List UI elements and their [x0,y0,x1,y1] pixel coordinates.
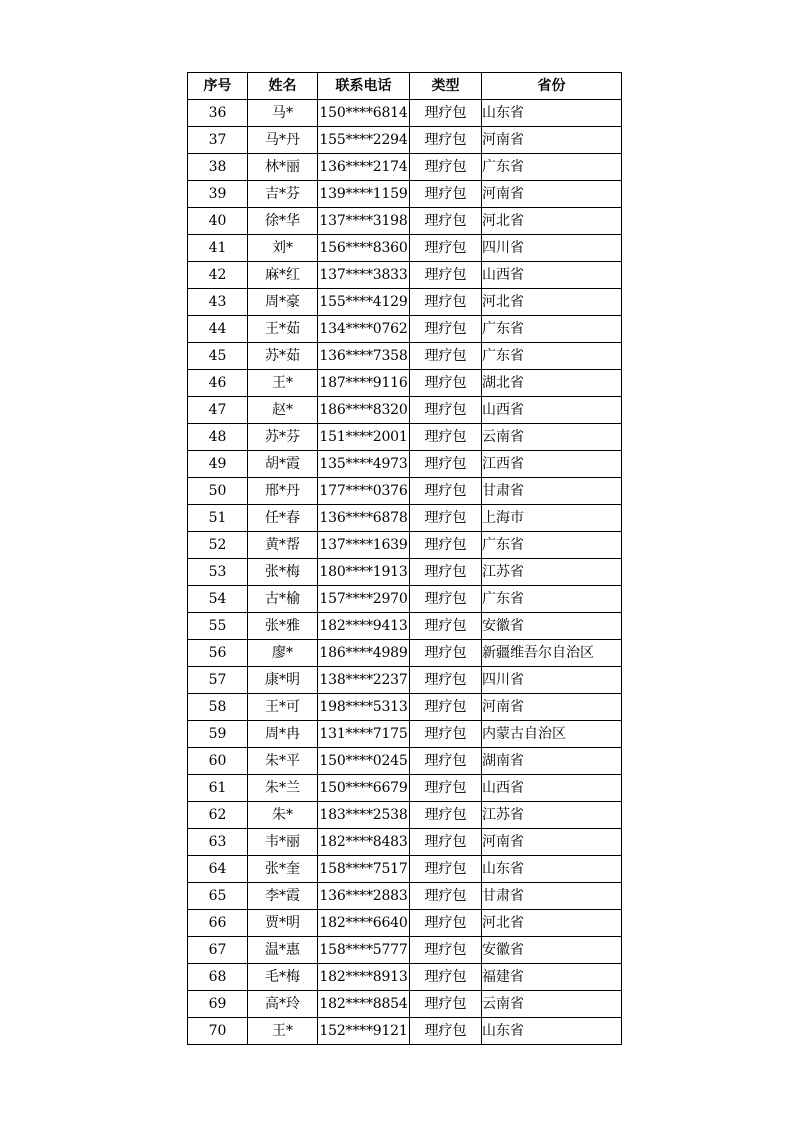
cell-name: 张*梅 [248,559,318,586]
cell-name: 康*明 [248,667,318,694]
table-row [188,478,622,505]
table-row [188,262,622,289]
header-phone: 联系电话 [318,73,410,100]
cell-seq: 62 [188,802,248,829]
header-type: 类型 [410,73,482,100]
cell-type: 理疗包 [410,451,482,478]
cell-name: 王* [248,1018,318,1045]
cell-type: 理疗包 [410,991,482,1018]
table-row [188,991,622,1018]
cell-name: 王*茹 [248,316,318,343]
cell-type: 理疗包 [410,964,482,991]
cell-province: 云南省 [482,991,622,1018]
cell-type: 理疗包 [410,829,482,856]
cell-province: 云南省 [482,424,622,451]
cell-name: 麻*红 [248,262,318,289]
cell-phone: 177****0376 [318,478,410,505]
table-row [188,127,622,154]
cell-type: 理疗包 [410,937,482,964]
cell-province: 山西省 [482,397,622,424]
cell-name: 廖* [248,640,318,667]
cell-seq: 42 [188,262,248,289]
cell-phone: 136****2174 [318,154,410,181]
header-seq: 序号 [188,73,248,100]
cell-seq: 45 [188,343,248,370]
cell-province: 河南省 [482,181,622,208]
cell-phone: 186****4989 [318,640,410,667]
cell-province: 新疆维吾尔自治区 [482,640,622,667]
cell-seq: 38 [188,154,248,181]
cell-seq: 37 [188,127,248,154]
cell-province: 山东省 [482,100,622,127]
table-row [188,586,622,613]
header-name: 姓名 [248,73,318,100]
cell-seq: 44 [188,316,248,343]
table-row [188,640,622,667]
cell-type: 理疗包 [410,640,482,667]
cell-name: 朱*兰 [248,775,318,802]
cell-seq: 59 [188,721,248,748]
cell-seq: 56 [188,640,248,667]
cell-type: 理疗包 [410,802,482,829]
cell-seq: 55 [188,613,248,640]
table-row [188,829,622,856]
cell-province: 山西省 [482,775,622,802]
cell-province: 内蒙古自治区 [482,721,622,748]
cell-seq: 40 [188,208,248,235]
table-row [188,1018,622,1045]
cell-phone: 156****8360 [318,235,410,262]
cell-phone: 187****9116 [318,370,410,397]
cell-name: 林*丽 [248,154,318,181]
cell-seq: 70 [188,1018,248,1045]
cell-seq: 41 [188,235,248,262]
cell-type: 理疗包 [410,775,482,802]
cell-seq: 54 [188,586,248,613]
cell-name: 张*雅 [248,613,318,640]
cell-type: 理疗包 [410,343,482,370]
cell-province: 广东省 [482,532,622,559]
table-row [188,883,622,910]
cell-seq: 39 [188,181,248,208]
cell-name: 吉*芬 [248,181,318,208]
cell-phone: 198****5313 [318,694,410,721]
cell-seq: 58 [188,694,248,721]
cell-phone: 134****0762 [318,316,410,343]
cell-province: 湖南省 [482,748,622,775]
cell-seq: 68 [188,964,248,991]
table-row [188,856,622,883]
table-row [188,694,622,721]
table-row [188,667,622,694]
cell-name: 任*春 [248,505,318,532]
table-row [188,397,622,424]
cell-type: 理疗包 [410,478,482,505]
cell-name: 古*榆 [248,586,318,613]
cell-type: 理疗包 [410,397,482,424]
cell-phone: 182****8483 [318,829,410,856]
cell-seq: 50 [188,478,248,505]
cell-type: 理疗包 [410,748,482,775]
cell-type: 理疗包 [410,235,482,262]
cell-name: 毛*梅 [248,964,318,991]
table-row [188,100,622,127]
roster-table [187,72,622,1045]
cell-name: 朱* [248,802,318,829]
cell-name: 刘* [248,235,318,262]
cell-name: 马*丹 [248,127,318,154]
cell-name: 邢*丹 [248,478,318,505]
table-row [188,181,622,208]
cell-type: 理疗包 [410,370,482,397]
cell-type: 理疗包 [410,856,482,883]
cell-phone: 151****2001 [318,424,410,451]
cell-phone: 136****2883 [318,883,410,910]
cell-province: 江苏省 [482,802,622,829]
cell-name: 苏*茹 [248,343,318,370]
cell-seq: 36 [188,100,248,127]
cell-name: 赵* [248,397,318,424]
cell-type: 理疗包 [410,910,482,937]
cell-name: 胡*霞 [248,451,318,478]
table-row [188,559,622,586]
cell-province: 河南省 [482,829,622,856]
cell-phone: 137****3833 [318,262,410,289]
cell-type: 理疗包 [410,694,482,721]
cell-phone: 136****6878 [318,505,410,532]
table-row [188,154,622,181]
cell-province: 广东省 [482,343,622,370]
cell-type: 理疗包 [410,721,482,748]
cell-phone: 131****7175 [318,721,410,748]
cell-type: 理疗包 [410,289,482,316]
cell-seq: 52 [188,532,248,559]
cell-type: 理疗包 [410,559,482,586]
cell-seq: 67 [188,937,248,964]
cell-province: 河南省 [482,127,622,154]
cell-name: 徐*华 [248,208,318,235]
cell-seq: 60 [188,748,248,775]
cell-type: 理疗包 [410,208,482,235]
cell-phone: 155****4129 [318,289,410,316]
cell-province: 山东省 [482,856,622,883]
cell-province: 四川省 [482,235,622,262]
cell-phone: 150****0245 [318,748,410,775]
cell-phone: 182****8854 [318,991,410,1018]
cell-phone: 155****2294 [318,127,410,154]
cell-phone: 158****5777 [318,937,410,964]
cell-type: 理疗包 [410,505,482,532]
cell-province: 四川省 [482,667,622,694]
table-row [188,775,622,802]
cell-phone: 182****8913 [318,964,410,991]
cell-seq: 48 [188,424,248,451]
cell-province: 福建省 [482,964,622,991]
cell-phone: 150****6679 [318,775,410,802]
header-province: 省份 [482,73,622,100]
cell-phone: 136****7358 [318,343,410,370]
cell-type: 理疗包 [410,1018,482,1045]
cell-name: 温*惠 [248,937,318,964]
cell-name: 李*霞 [248,883,318,910]
cell-type: 理疗包 [410,424,482,451]
cell-province: 广东省 [482,154,622,181]
table-row [188,208,622,235]
table-row [188,532,622,559]
cell-phone: 138****2237 [318,667,410,694]
table-row [188,451,622,478]
cell-phone: 186****8320 [318,397,410,424]
cell-province: 山东省 [482,1018,622,1045]
cell-name: 黄*帮 [248,532,318,559]
cell-province: 安徽省 [482,613,622,640]
table-row [188,424,622,451]
cell-seq: 63 [188,829,248,856]
cell-province: 上海市 [482,505,622,532]
table-row [188,937,622,964]
table-row [188,964,622,991]
cell-phone: 135****4973 [318,451,410,478]
cell-phone: 152****9121 [318,1018,410,1045]
cell-province: 山西省 [482,262,622,289]
cell-name: 苏*芬 [248,424,318,451]
cell-seq: 51 [188,505,248,532]
cell-name: 周*豪 [248,289,318,316]
cell-name: 张*奎 [248,856,318,883]
cell-type: 理疗包 [410,316,482,343]
cell-type: 理疗包 [410,181,482,208]
table-row [188,802,622,829]
cell-phone: 137****1639 [318,532,410,559]
cell-phone: 183****2538 [318,802,410,829]
cell-seq: 61 [188,775,248,802]
cell-phone: 180****1913 [318,559,410,586]
cell-province: 江苏省 [482,559,622,586]
cell-name: 高*玲 [248,991,318,1018]
cell-seq: 66 [188,910,248,937]
table-row [188,910,622,937]
cell-seq: 64 [188,856,248,883]
cell-type: 理疗包 [410,613,482,640]
table-row [188,289,622,316]
cell-phone: 150****6814 [318,100,410,127]
cell-seq: 57 [188,667,248,694]
table-row [188,235,622,262]
table-row [188,316,622,343]
cell-seq: 69 [188,991,248,1018]
cell-province: 湖北省 [482,370,622,397]
cell-seq: 46 [188,370,248,397]
cell-name: 周*冉 [248,721,318,748]
cell-phone: 158****7517 [318,856,410,883]
cell-seq: 65 [188,883,248,910]
cell-phone: 157****2970 [318,586,410,613]
cell-name: 王*可 [248,694,318,721]
cell-province: 安徽省 [482,937,622,964]
cell-name: 贾*明 [248,910,318,937]
cell-phone: 137****3198 [318,208,410,235]
cell-phone: 182****9413 [318,613,410,640]
cell-province: 广东省 [482,316,622,343]
cell-province: 河北省 [482,208,622,235]
cell-type: 理疗包 [410,532,482,559]
table-row [188,370,622,397]
table-header-row [188,73,622,100]
cell-type: 理疗包 [410,883,482,910]
cell-type: 理疗包 [410,667,482,694]
cell-type: 理疗包 [410,127,482,154]
cell-province: 广东省 [482,586,622,613]
cell-type: 理疗包 [410,262,482,289]
table-row [188,613,622,640]
cell-province: 河南省 [482,694,622,721]
cell-seq: 53 [188,559,248,586]
cell-name: 王* [248,370,318,397]
cell-phone: 182****6640 [318,910,410,937]
cell-type: 理疗包 [410,586,482,613]
cell-province: 河北省 [482,910,622,937]
cell-name: 朱*平 [248,748,318,775]
table-row [188,343,622,370]
table-row [188,505,622,532]
table-row [188,721,622,748]
cell-province: 甘肃省 [482,883,622,910]
table-body [188,100,622,1045]
table-row [188,748,622,775]
cell-type: 理疗包 [410,100,482,127]
cell-name: 韦*丽 [248,829,318,856]
cell-type: 理疗包 [410,154,482,181]
cell-name: 马* [248,100,318,127]
cell-seq: 49 [188,451,248,478]
cell-seq: 47 [188,397,248,424]
cell-province: 甘肃省 [482,478,622,505]
cell-phone: 139****1159 [318,181,410,208]
cell-seq: 43 [188,289,248,316]
cell-province: 江西省 [482,451,622,478]
cell-province: 河北省 [482,289,622,316]
